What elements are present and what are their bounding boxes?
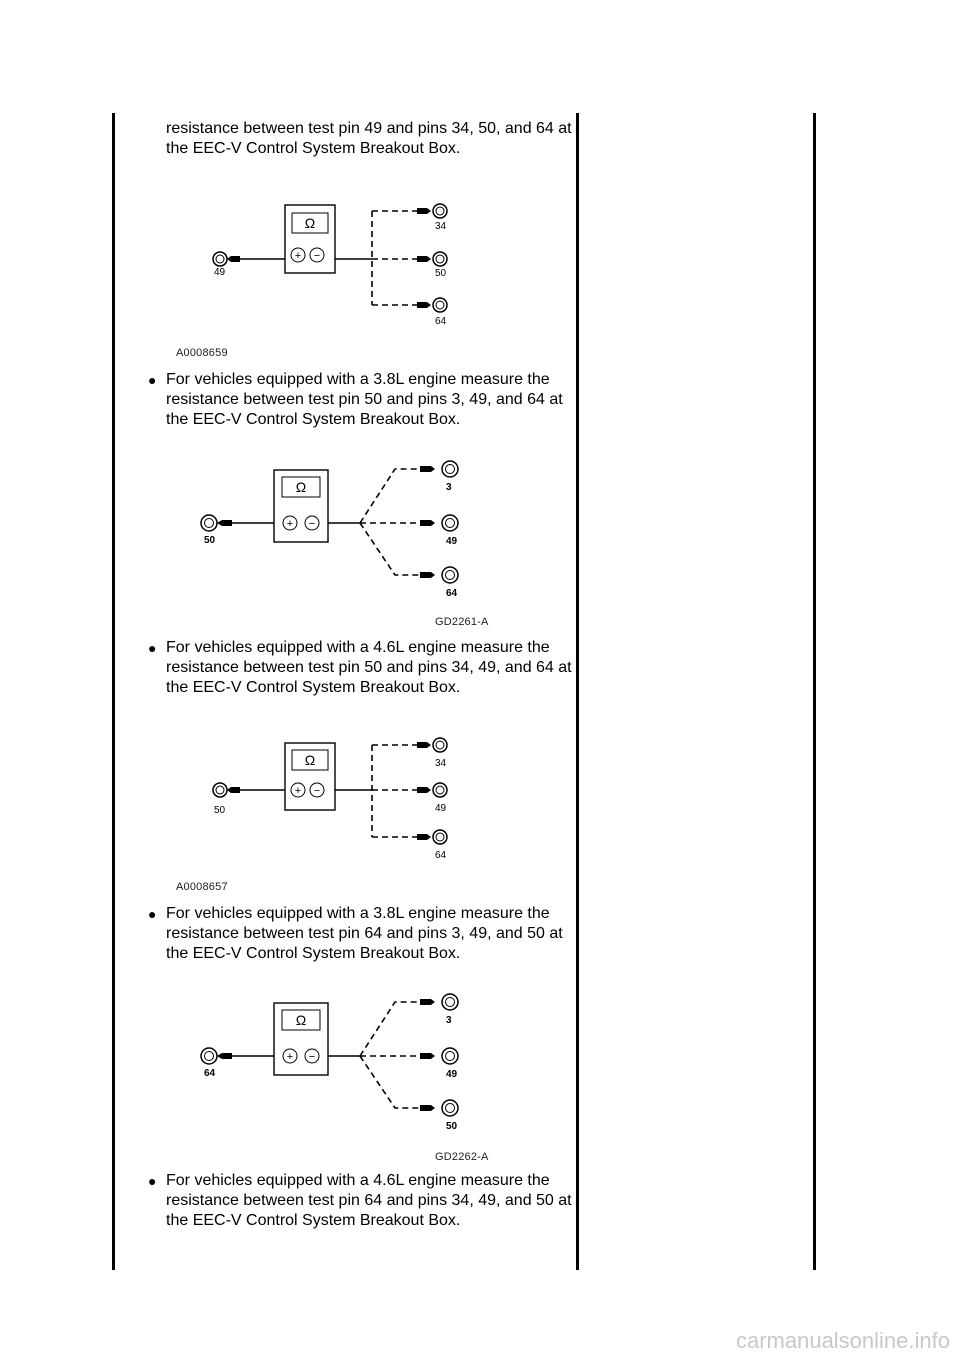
wiring-diagram-3 [195, 733, 465, 878]
target-pin-jack [417, 298, 447, 312]
wiring-diagram-2 [195, 455, 470, 605]
ohmmeter [285, 743, 335, 810]
source-pin-label: 50 [214, 805, 226, 816]
target-pin-jack [420, 515, 458, 531]
bullet-icon: ● [148, 640, 157, 656]
svg-text:+: + [286, 1051, 294, 1063]
source-pin-label: 64 [204, 1068, 216, 1079]
target-pin-label: 49 [446, 536, 458, 547]
target-pin-jack [417, 738, 447, 752]
target-pin-jack [420, 461, 458, 477]
source-pin-label: 50 [204, 535, 216, 546]
ohm-symbol: Ω [304, 215, 316, 231]
svg-text:+: + [286, 518, 294, 530]
ohm-symbol: Ω [295, 479, 307, 495]
figure-caption: A0008659 [176, 347, 228, 359]
probe-tip [227, 256, 240, 262]
target-pin-jack [417, 783, 447, 797]
middle-column-rule [576, 113, 579, 1270]
wiring-diagram-1 [195, 195, 465, 340]
target-pin-label: 50 [435, 268, 447, 279]
bullet-paragraph: For vehicles equipped with a 3.8L engine measure the resistance between test pin 64 and pins 3, 49, and 50 at the EEC-V Control System Breakout Box. [166, 905, 563, 962]
target-pin-label: 49 [446, 1069, 458, 1080]
probe-tip [217, 1053, 232, 1059]
figure-caption: GD2262-A [435, 1151, 489, 1163]
svg-text:+: + [294, 785, 302, 797]
svg-text:−: − [308, 1051, 316, 1063]
svg-text:−: − [308, 518, 316, 530]
target-pin-jack [420, 1048, 458, 1064]
source-pin-jack [201, 1048, 217, 1064]
ohm-symbol: Ω [304, 752, 316, 768]
left-column-rule [112, 113, 115, 1270]
ohm-symbol: Ω [295, 1012, 307, 1028]
target-pin-jack [417, 252, 447, 266]
source-pin-jack [213, 252, 227, 266]
source-pin-jack [213, 783, 227, 797]
target-pin-label: 64 [446, 588, 458, 599]
right-column-rule [813, 113, 816, 1270]
intro-paragraph: resistance between test pin 49 and pins 34, 50, and 64 at the EEC-V Control System Breakout Box. [166, 120, 572, 157]
target-pin-label: 64 [435, 850, 447, 861]
source-pin-label: 49 [214, 267, 226, 278]
probe-tip [217, 520, 232, 526]
target-pin-label: 64 [435, 316, 447, 327]
target-pin-label: 34 [435, 758, 447, 769]
target-pin-jack [417, 204, 447, 218]
figure-caption: GD2261-A [435, 616, 489, 628]
bullet-paragraph: For vehicles equipped with a 3.8L engine measure the resistance between test pin 50 and pins 3, 49, and 64 at the EEC-V Control System Breakout Box. [166, 371, 563, 428]
target-pin-jack [420, 567, 458, 583]
target-pin-label: 50 [446, 1121, 458, 1132]
ohmmeter [274, 1003, 328, 1075]
site-watermark: carmanualsonline.info [735, 1328, 950, 1353]
svg-text:−: − [313, 250, 321, 262]
figure-caption: A0008657 [176, 881, 228, 893]
source-pin-jack [201, 515, 217, 531]
bullet-icon: ● [148, 1173, 157, 1189]
target-pin-label: 3 [446, 1015, 452, 1026]
ohmmeter [285, 205, 335, 273]
bullet-paragraph: For vehicles equipped with a 4.6L engine measure the resistance between test pin 50 and pins 34, 49, and 64 at the EEC-V Control System Breakout Box. [166, 639, 572, 696]
probe-tip [227, 787, 240, 793]
target-pin-label: 34 [435, 221, 447, 232]
target-pin-jack [417, 830, 447, 844]
target-pin-jack [420, 994, 458, 1010]
ohmmeter [274, 470, 328, 542]
target-pin-jack [420, 1100, 458, 1116]
target-pin-label: 49 [435, 803, 447, 814]
bullet-icon: ● [148, 372, 157, 388]
svg-text:+: + [294, 250, 302, 262]
svg-text:−: − [313, 785, 321, 797]
bullet-paragraph: For vehicles equipped with a 4.6L engine measure the resistance between test pin 64 and pins 34, 49, and 50 at the EEC-V Control System Breakout Box. [166, 1172, 572, 1229]
bullet-icon: ● [148, 906, 157, 922]
target-pin-label: 3 [446, 482, 452, 493]
wiring-diagram-4 [195, 988, 470, 1138]
